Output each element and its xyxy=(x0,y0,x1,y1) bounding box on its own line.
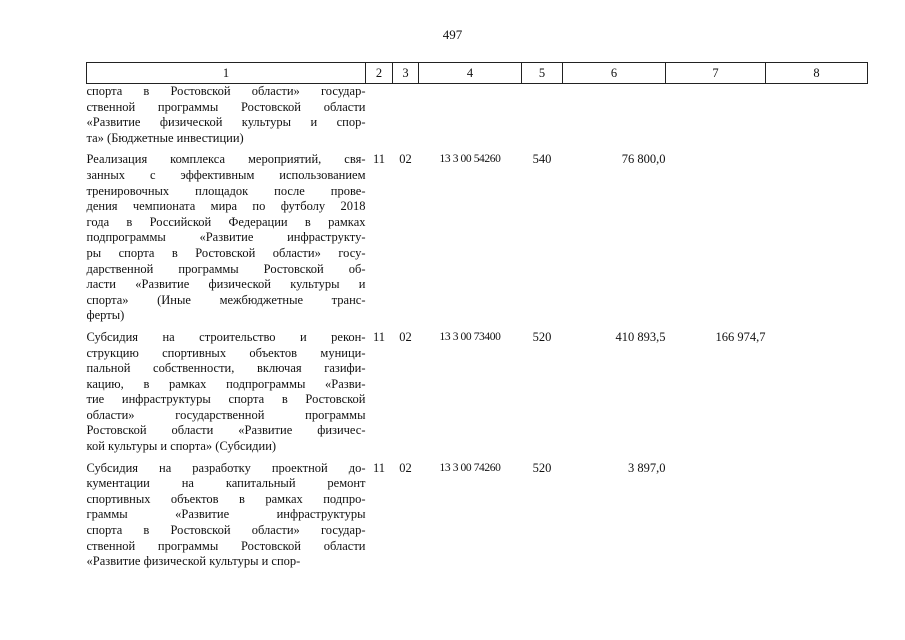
description-line: ственной программы Ростовской области xyxy=(86,538,366,553)
section-code: 11 xyxy=(372,152,386,167)
row-description xyxy=(87,152,366,324)
description-line: граммы «Развитие инфраструктуры xyxy=(86,507,366,522)
description-line: подпрограммы «Развитие инфраструкту- xyxy=(86,230,366,245)
description-line: та» (Бюджетные инвестиции) xyxy=(86,130,244,145)
description-line: области» государственной программы xyxy=(86,407,366,422)
table-row xyxy=(87,152,868,324)
column-header-2: 2 xyxy=(366,63,393,84)
description-line: пальной собственности, включая газифи- xyxy=(86,361,366,376)
description-line: кументации на капитальный ремонт xyxy=(86,476,366,491)
target-article-code: 13 3 00 54260 xyxy=(439,153,501,166)
description-line: года в Российской Федерации в рамках xyxy=(86,214,366,229)
amount-col-6: 3 897,0 xyxy=(628,460,666,475)
subsection-code: 02 xyxy=(399,152,412,167)
column-header-3: 3 xyxy=(393,63,419,84)
description-line: спорта» (Иные межбюджетные транс- xyxy=(86,292,366,307)
description-line: занных с эффективным использованием xyxy=(86,167,366,182)
subsection-code: 02 xyxy=(399,329,412,344)
description-line: тие инфраструктуры спорта в Ростовской xyxy=(86,392,366,407)
amount-col-7 xyxy=(666,84,766,147)
expense-type-code xyxy=(522,84,563,147)
subsection-code xyxy=(393,84,419,147)
budget-table xyxy=(86,62,868,570)
description-line: Реализация комплекса мероприятий, свя- xyxy=(86,152,366,167)
amount-col-8 xyxy=(766,84,868,147)
column-header-7: 7 xyxy=(666,63,766,84)
description-line: кой культуры и спорта» (Субсидии) xyxy=(86,439,277,454)
description-line: «Развитие физической культуры и спор- xyxy=(86,115,366,130)
description-line: Субсидия на разработку проектной до- xyxy=(86,460,366,475)
amount-col-7 xyxy=(666,152,766,324)
amount-col-8 xyxy=(766,330,868,455)
description-line: ры спорта в Ростовской области» госу- xyxy=(86,245,366,260)
amount-col-6 xyxy=(563,84,666,147)
target-article-code xyxy=(419,84,522,147)
description-line: кацию, в рамках подпрограммы «Разви- xyxy=(86,376,366,391)
column-header-8: 8 xyxy=(766,63,868,84)
amount-col-7 xyxy=(666,461,766,570)
description-line: ственной программы Ростовской области xyxy=(86,99,366,114)
description-line: струкцию спортивных объектов муници- xyxy=(86,345,366,360)
description-line: дения чемпионата мира по футболу 2018 xyxy=(86,199,366,214)
column-header-6: 6 xyxy=(563,63,666,84)
target-article-code: 13 3 00 73400 xyxy=(439,330,501,343)
row-description xyxy=(87,84,366,147)
expense-type-code: 520 xyxy=(532,329,552,344)
description-line: Ростовской области «Развитие физичес- xyxy=(86,423,366,438)
description-line: спортивных объектов в рамках подпро- xyxy=(86,491,366,506)
description-line: ферты) xyxy=(86,308,125,323)
table-row xyxy=(87,461,868,570)
amount-col-8 xyxy=(766,152,868,324)
section-code xyxy=(366,84,393,147)
table-row xyxy=(87,330,868,455)
row-description xyxy=(87,461,366,570)
row-description xyxy=(87,330,366,455)
table-row xyxy=(87,84,868,147)
table-header-row xyxy=(87,63,868,84)
section-code: 11 xyxy=(372,329,386,344)
page-number: 497 xyxy=(442,27,463,42)
description-line: спорта в Ростовской области» государ- xyxy=(86,523,366,538)
description-line: ласти «Развитие физической культуры и xyxy=(86,277,366,292)
description-line: тренировочных площадок после прове- xyxy=(86,183,366,198)
target-article-code: 13 3 00 74260 xyxy=(439,461,501,474)
column-header-1: 1 xyxy=(87,63,366,84)
amount-col-6: 410 893,5 xyxy=(615,329,666,344)
amount-col-8 xyxy=(766,461,868,570)
expense-type-code: 520 xyxy=(532,460,552,475)
column-header-5: 5 xyxy=(522,63,563,84)
expense-type-code: 540 xyxy=(532,152,552,167)
description-line: «Развитие физической культуры и спор- xyxy=(86,554,301,569)
description-line: дарственной программы Ростовской об- xyxy=(86,261,366,276)
subsection-code: 02 xyxy=(399,460,412,475)
section-code: 11 xyxy=(372,460,386,475)
amount-col-6: 76 800,0 xyxy=(621,152,666,167)
description-line: Субсидия на строительство и рекон- xyxy=(86,329,366,344)
description-line: спорта в Ростовской области» государ- xyxy=(86,84,366,98)
column-header-4: 4 xyxy=(419,63,522,84)
amount-col-7: 166 974,7 xyxy=(715,329,766,344)
